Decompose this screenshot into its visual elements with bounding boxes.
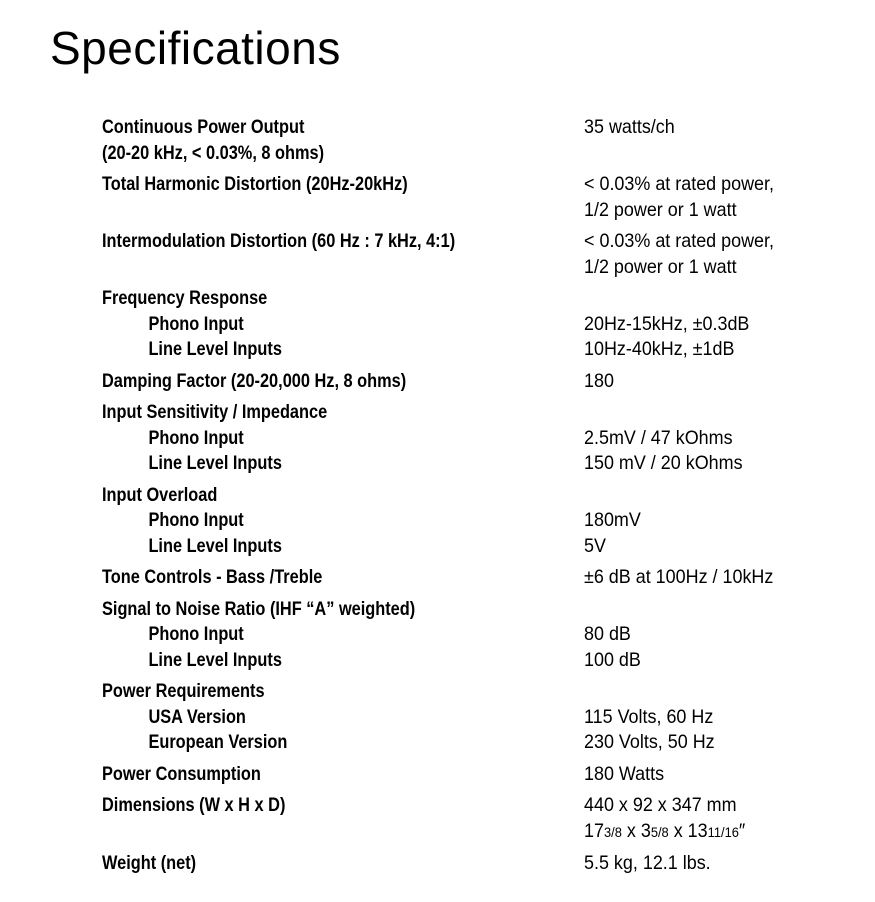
fraction-whole: 17 xyxy=(584,819,604,842)
spec-label xyxy=(102,229,517,280)
spec-label-line: Continuous Power Output xyxy=(102,117,305,138)
spec-value-line: 1/2 power or 1 watt xyxy=(584,255,737,278)
spec-value xyxy=(584,597,803,674)
spec-row xyxy=(102,679,822,756)
spec-row xyxy=(102,286,822,363)
fraction-part: 3/8 xyxy=(603,823,622,840)
spec-value xyxy=(584,762,803,788)
spec-label-line: Input Sensitivity / Impedance xyxy=(102,402,328,423)
spec-sub-value: 230 Volts, 50 Hz xyxy=(584,731,715,753)
spec-label-line: Damping Factor (20-20,000 Hz, 8 ohms) xyxy=(102,370,407,392)
spec-value xyxy=(584,565,803,591)
spec-row xyxy=(102,597,822,674)
spec-sub-label: Line Level Inputs xyxy=(148,339,282,360)
spec-label xyxy=(102,400,517,477)
spec-label-line: Weight (net) xyxy=(102,853,197,874)
spec-value-line: 1/2 power or 1 watt xyxy=(584,198,737,221)
spec-value xyxy=(584,172,803,223)
spec-sub-value: 115 Volts, 60 Hz xyxy=(584,705,714,728)
spec-label-line: Input Overload xyxy=(102,484,218,506)
spec-row xyxy=(102,229,822,280)
spec-label xyxy=(102,115,517,166)
spec-sub-label: Line Level Inputs xyxy=(148,453,282,474)
spec-value-line: 180 Watts xyxy=(584,762,665,785)
spec-label xyxy=(102,762,517,788)
spec-sub-label: Phono Input xyxy=(148,510,244,531)
spec-value-line: < 0.03% at rated power, xyxy=(584,173,774,195)
spec-sub-value: 80 dB xyxy=(584,623,631,645)
spec-value xyxy=(584,115,803,166)
fraction-separator: x xyxy=(621,819,641,842)
spec-sub-value: 150 mV / 20 kOhms xyxy=(584,452,743,474)
spec-label-line: Power Consumption xyxy=(102,763,261,785)
spec-row xyxy=(102,115,822,166)
fraction-separator: ″ xyxy=(738,819,746,842)
fraction-whole: 13 xyxy=(687,819,708,842)
page-title: Specifications xyxy=(50,22,341,74)
spec-value xyxy=(584,851,803,877)
spec-sub-value: 2.5mV / 47 kOhms xyxy=(584,426,733,449)
spec-label xyxy=(102,286,517,363)
spec-label-line: (20-20 kHz, < 0.03%, 8 ohms) xyxy=(102,142,325,164)
spec-table xyxy=(102,115,822,883)
spec-label xyxy=(102,483,517,560)
spec-value-fractional xyxy=(584,819,803,846)
spec-row xyxy=(102,793,822,845)
spec-row xyxy=(102,172,822,223)
spec-sub-label: European Version xyxy=(148,732,288,753)
spec-label xyxy=(102,369,517,395)
spec-label xyxy=(102,565,517,591)
spec-label-line: Frequency Response xyxy=(102,288,268,309)
spec-sub-label: Phono Input xyxy=(148,427,244,449)
spec-row xyxy=(102,762,822,788)
spec-sub-value: 20Hz-15kHz, ±0.3dB xyxy=(584,312,750,335)
spec-label-line: Dimensions (W x H x D) xyxy=(102,795,286,816)
spec-sub-label: USA Version xyxy=(148,706,246,728)
spec-sub-value: 5V xyxy=(584,534,606,557)
spec-sub-label: Phono Input xyxy=(148,313,244,335)
spec-row xyxy=(102,400,822,477)
spec-label xyxy=(102,793,517,845)
spec-sub-label: Phono Input xyxy=(148,624,244,645)
spec-label-line: Tone Controls - Bass /Treble xyxy=(102,567,323,588)
spec-sub-value: 10Hz-40kHz, ±1dB xyxy=(584,338,735,360)
spec-label-line: Signal to Noise Ratio (IHF “A” weighted) xyxy=(102,598,416,620)
spec-value-line: ±6 dB at 100Hz / 10kHz xyxy=(584,566,774,588)
spec-row xyxy=(102,565,822,591)
spec-value-line: 35 watts/ch xyxy=(584,116,675,138)
spec-sub-label: Line Level Inputs xyxy=(148,535,282,557)
spec-label xyxy=(102,851,517,877)
spec-label-line: Total Harmonic Distortion (20Hz-20kHz) xyxy=(102,174,408,195)
fraction-whole: 3 xyxy=(640,819,651,842)
spec-value xyxy=(584,369,803,395)
spec-value xyxy=(584,483,803,560)
fraction-part: 5/8 xyxy=(650,823,669,840)
spec-value xyxy=(584,286,803,363)
fraction-part: 11/16 xyxy=(707,823,739,840)
spec-sub-label: Line Level Inputs xyxy=(148,649,282,671)
spec-value-line: 180 xyxy=(584,369,614,392)
spec-label-line: Power Requirements xyxy=(102,681,265,702)
spec-value xyxy=(584,400,803,477)
spec-value xyxy=(584,793,803,845)
fraction-separator: x xyxy=(668,819,688,842)
spec-label-line: Intermodulation Distortion (60 Hz : 7 kHz, 4:1) xyxy=(102,231,456,252)
spec-value-line: < 0.03% at rated power, xyxy=(584,230,774,252)
spec-row xyxy=(102,483,822,560)
spec-label xyxy=(102,679,517,756)
spec-sub-value: 100 dB xyxy=(584,648,641,671)
spec-value-line: 440 x 92 x 347 mm xyxy=(584,794,737,816)
spec-value-line: 5.5 kg, 12.1 lbs. xyxy=(584,852,711,874)
spec-row xyxy=(102,851,822,877)
spec-sub-value: 180mV xyxy=(584,509,641,531)
spec-label xyxy=(102,172,517,223)
spec-label xyxy=(102,597,517,674)
spec-value xyxy=(584,229,803,280)
spec-row xyxy=(102,369,822,395)
spec-value xyxy=(584,679,803,756)
